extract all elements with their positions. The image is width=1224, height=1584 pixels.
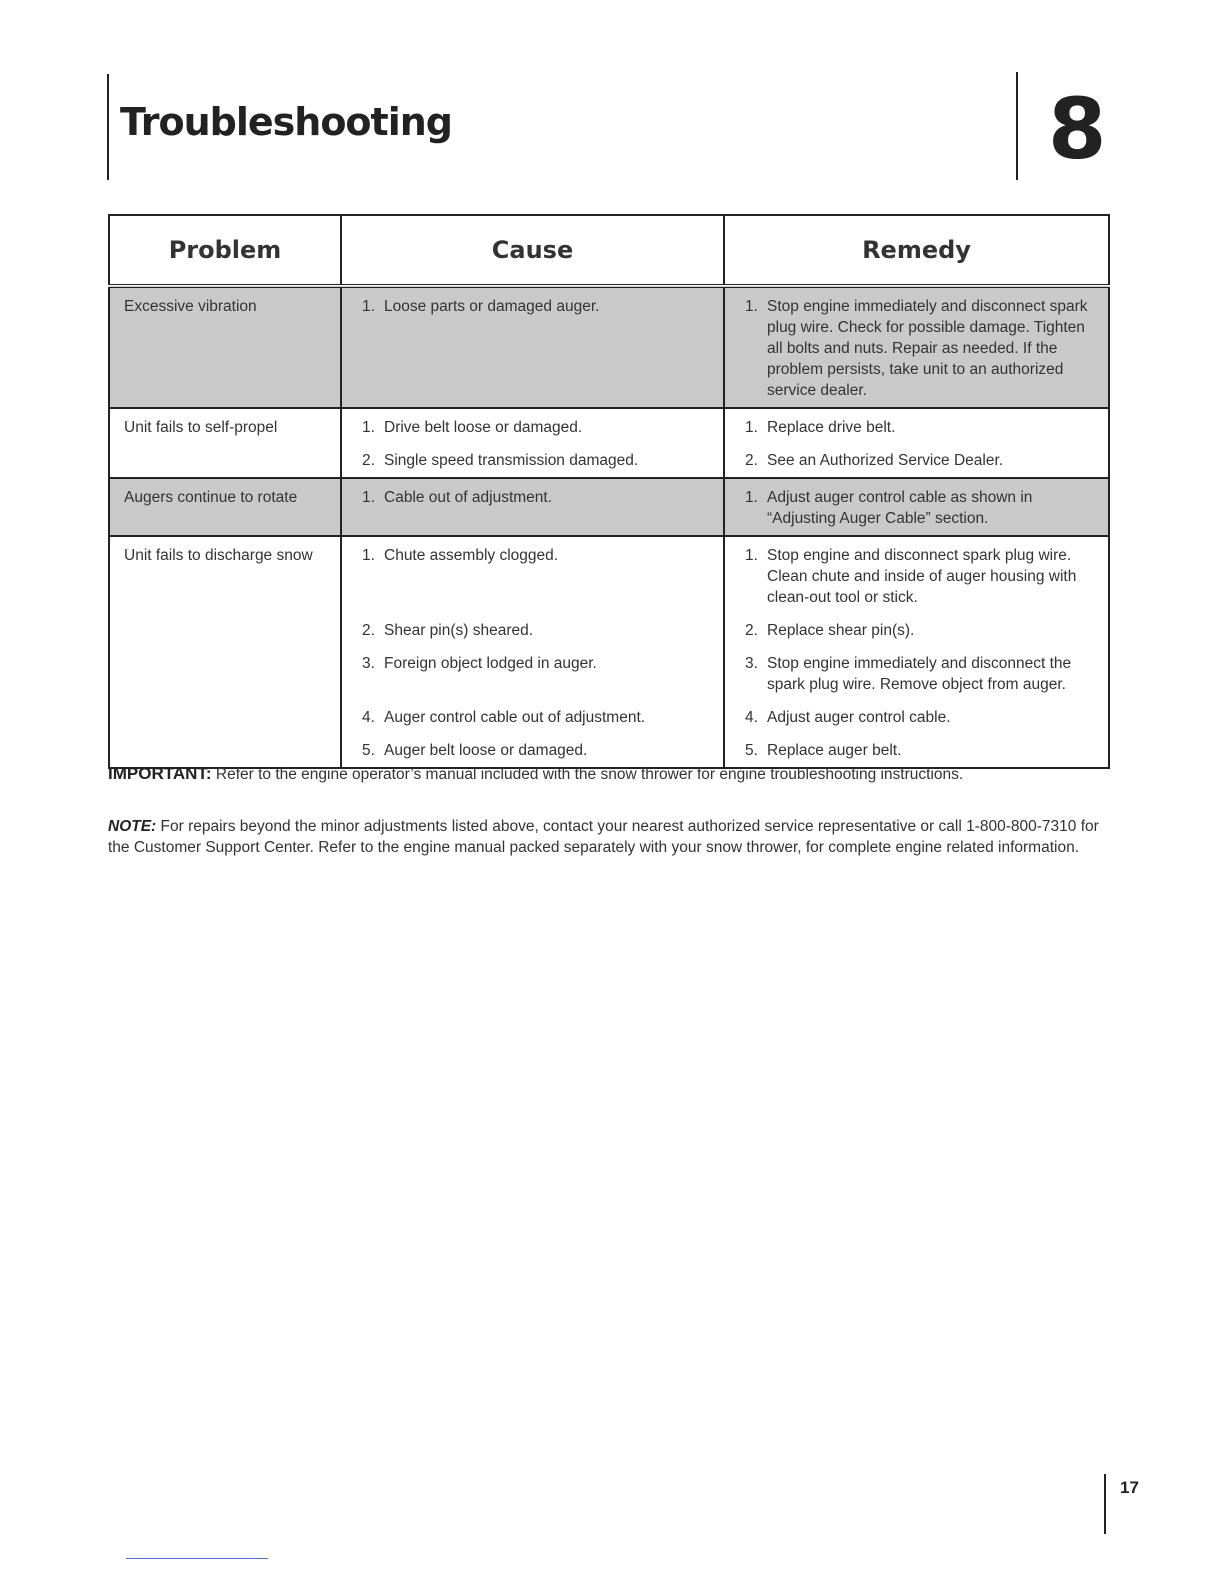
- cause-text: Auger control cable out of adjustment.: [384, 709, 646, 726]
- table-header-row: [109, 215, 1109, 286]
- note-label: NOTE:: [108, 818, 157, 835]
- cause-cell: [341, 286, 724, 408]
- title-rule: [107, 74, 109, 180]
- remedy-item: [725, 545, 1108, 608]
- cause-number: 4.: [362, 709, 375, 726]
- cause-text: Shear pin(s) sheared.: [384, 622, 534, 639]
- remedy-item: [725, 450, 1108, 471]
- remedy-text: Stop engine immediately and disconnect the spark plug wire. Remove object from auger.: [767, 655, 1072, 693]
- remedy-number: 4.: [745, 709, 758, 726]
- cause-text: Loose parts or damaged auger.: [384, 298, 600, 315]
- table-row: [109, 536, 1109, 768]
- cause-number: 3.: [362, 655, 375, 672]
- cause-column-header: Cause: [341, 215, 724, 286]
- remedy-item: [725, 487, 1108, 529]
- troubleshooting-table: [108, 214, 1110, 769]
- remedy-text: Stop engine and disconnect spark plug wire. Clean chute and inside of auger housing with clean-out tool or stick.: [767, 547, 1077, 606]
- remedy-column-header: Remedy: [724, 215, 1109, 286]
- page-number: 17: [1120, 1478, 1139, 1497]
- note-paragraph: [108, 816, 1108, 858]
- remedy-number: 2.: [745, 622, 758, 639]
- problem-cell: [109, 286, 341, 408]
- remedy-item: [725, 707, 1108, 728]
- problem-cell: [109, 536, 341, 768]
- cause-text: Single speed transmission damaged.: [384, 452, 639, 469]
- remedy-cell: [724, 408, 1109, 478]
- cause-item: [342, 487, 723, 508]
- remedy-text: Stop engine immediately and disconnect spark plug wire. Check for possible damage. Tighten all bolts and nuts. Repair as needed. If the problem persists, take unit to an authorized service dealer.: [767, 298, 1088, 399]
- cause-text: Auger belt loose or damaged.: [384, 742, 588, 759]
- remedy-text: Adjust auger control cable as shown in “Adjusting Auger Cable” section.: [767, 489, 1033, 527]
- remedy-cell: [724, 478, 1109, 536]
- cause-item: [342, 545, 723, 608]
- cause-number: 1.: [362, 298, 375, 315]
- cause-cell: [341, 536, 724, 768]
- remedy-number: 1.: [745, 489, 758, 506]
- cause-number: 5.: [362, 742, 375, 759]
- cause-item: [342, 653, 723, 695]
- remedy-number: 3.: [745, 655, 758, 672]
- remedy-item: [725, 417, 1108, 438]
- note-text: For repairs beyond the minor adjustments listed above, contact your nearest authorized service representative or call 1-800-800-7310 for the Customer Support Center. Refer to the engine manual packed separately with your snow thrower, for complete engine related information.: [108, 818, 1099, 856]
- remedy-number: 1.: [745, 547, 758, 564]
- page-number-rule: [1104, 1474, 1106, 1534]
- problem-text: Augers continue to rotate: [124, 489, 298, 506]
- chapter-rule: [1016, 72, 1018, 180]
- problem-text: Excessive vibration: [124, 298, 257, 315]
- chapter-number: 8: [1048, 80, 1107, 178]
- cause-number: 2.: [362, 452, 375, 469]
- remedy-text: Replace auger belt.: [767, 742, 902, 759]
- cause-item: [342, 450, 723, 471]
- table-row: [109, 286, 1109, 408]
- cause-item: [342, 740, 723, 761]
- remedy-item: [725, 740, 1108, 761]
- cause-number: 1.: [362, 489, 375, 506]
- cause-text: Cable out of adjustment.: [384, 489, 553, 506]
- page-title: Troubleshooting: [120, 100, 452, 144]
- remedy-item: [725, 296, 1108, 401]
- remedy-cell: [724, 286, 1109, 408]
- remedy-number: 2.: [745, 452, 758, 469]
- problem-column-header: Problem: [109, 215, 341, 286]
- cause-cell: [341, 478, 724, 536]
- table-row: [109, 408, 1109, 478]
- cause-cell: [341, 408, 724, 478]
- remedy-item: [725, 620, 1108, 641]
- important-notice: [108, 764, 1108, 784]
- problem-cell: [109, 408, 341, 478]
- problem-text: Unit fails to self-propel: [124, 419, 278, 436]
- cause-number: 1.: [362, 419, 375, 436]
- remedy-number: 5.: [745, 742, 758, 759]
- cause-number: 1.: [362, 547, 375, 564]
- remedy-number: 1.: [745, 298, 758, 315]
- cause-item: [342, 296, 723, 317]
- cause-item: [342, 707, 723, 728]
- cause-item: [342, 620, 723, 641]
- remedy-text: Replace drive belt.: [767, 419, 896, 436]
- remedy-text: Adjust auger control cable.: [767, 709, 951, 726]
- remedy-text: See an Authorized Service Dealer.: [767, 452, 1004, 469]
- important-label: IMPORTANT:: [108, 764, 212, 783]
- cause-text: Foreign object lodged in auger.: [384, 655, 597, 672]
- cause-number: 2.: [362, 622, 375, 639]
- remedy-item: [725, 653, 1108, 695]
- problem-text: Unit fails to discharge snow: [124, 547, 313, 564]
- footer-link-line: [126, 1558, 268, 1559]
- problem-cell: [109, 478, 341, 536]
- cause-text: Drive belt loose or damaged.: [384, 419, 583, 436]
- cause-text: Chute assembly clogged.: [384, 547, 559, 564]
- remedy-cell: [724, 536, 1109, 768]
- remedy-number: 1.: [745, 419, 758, 436]
- cause-item: [342, 417, 723, 438]
- important-text: Refer to the engine operator’s manual included with the snow thrower for engine troubleshooting instructions.: [215, 766, 964, 783]
- table-row: [109, 478, 1109, 536]
- remedy-text: Replace shear pin(s).: [767, 622, 915, 639]
